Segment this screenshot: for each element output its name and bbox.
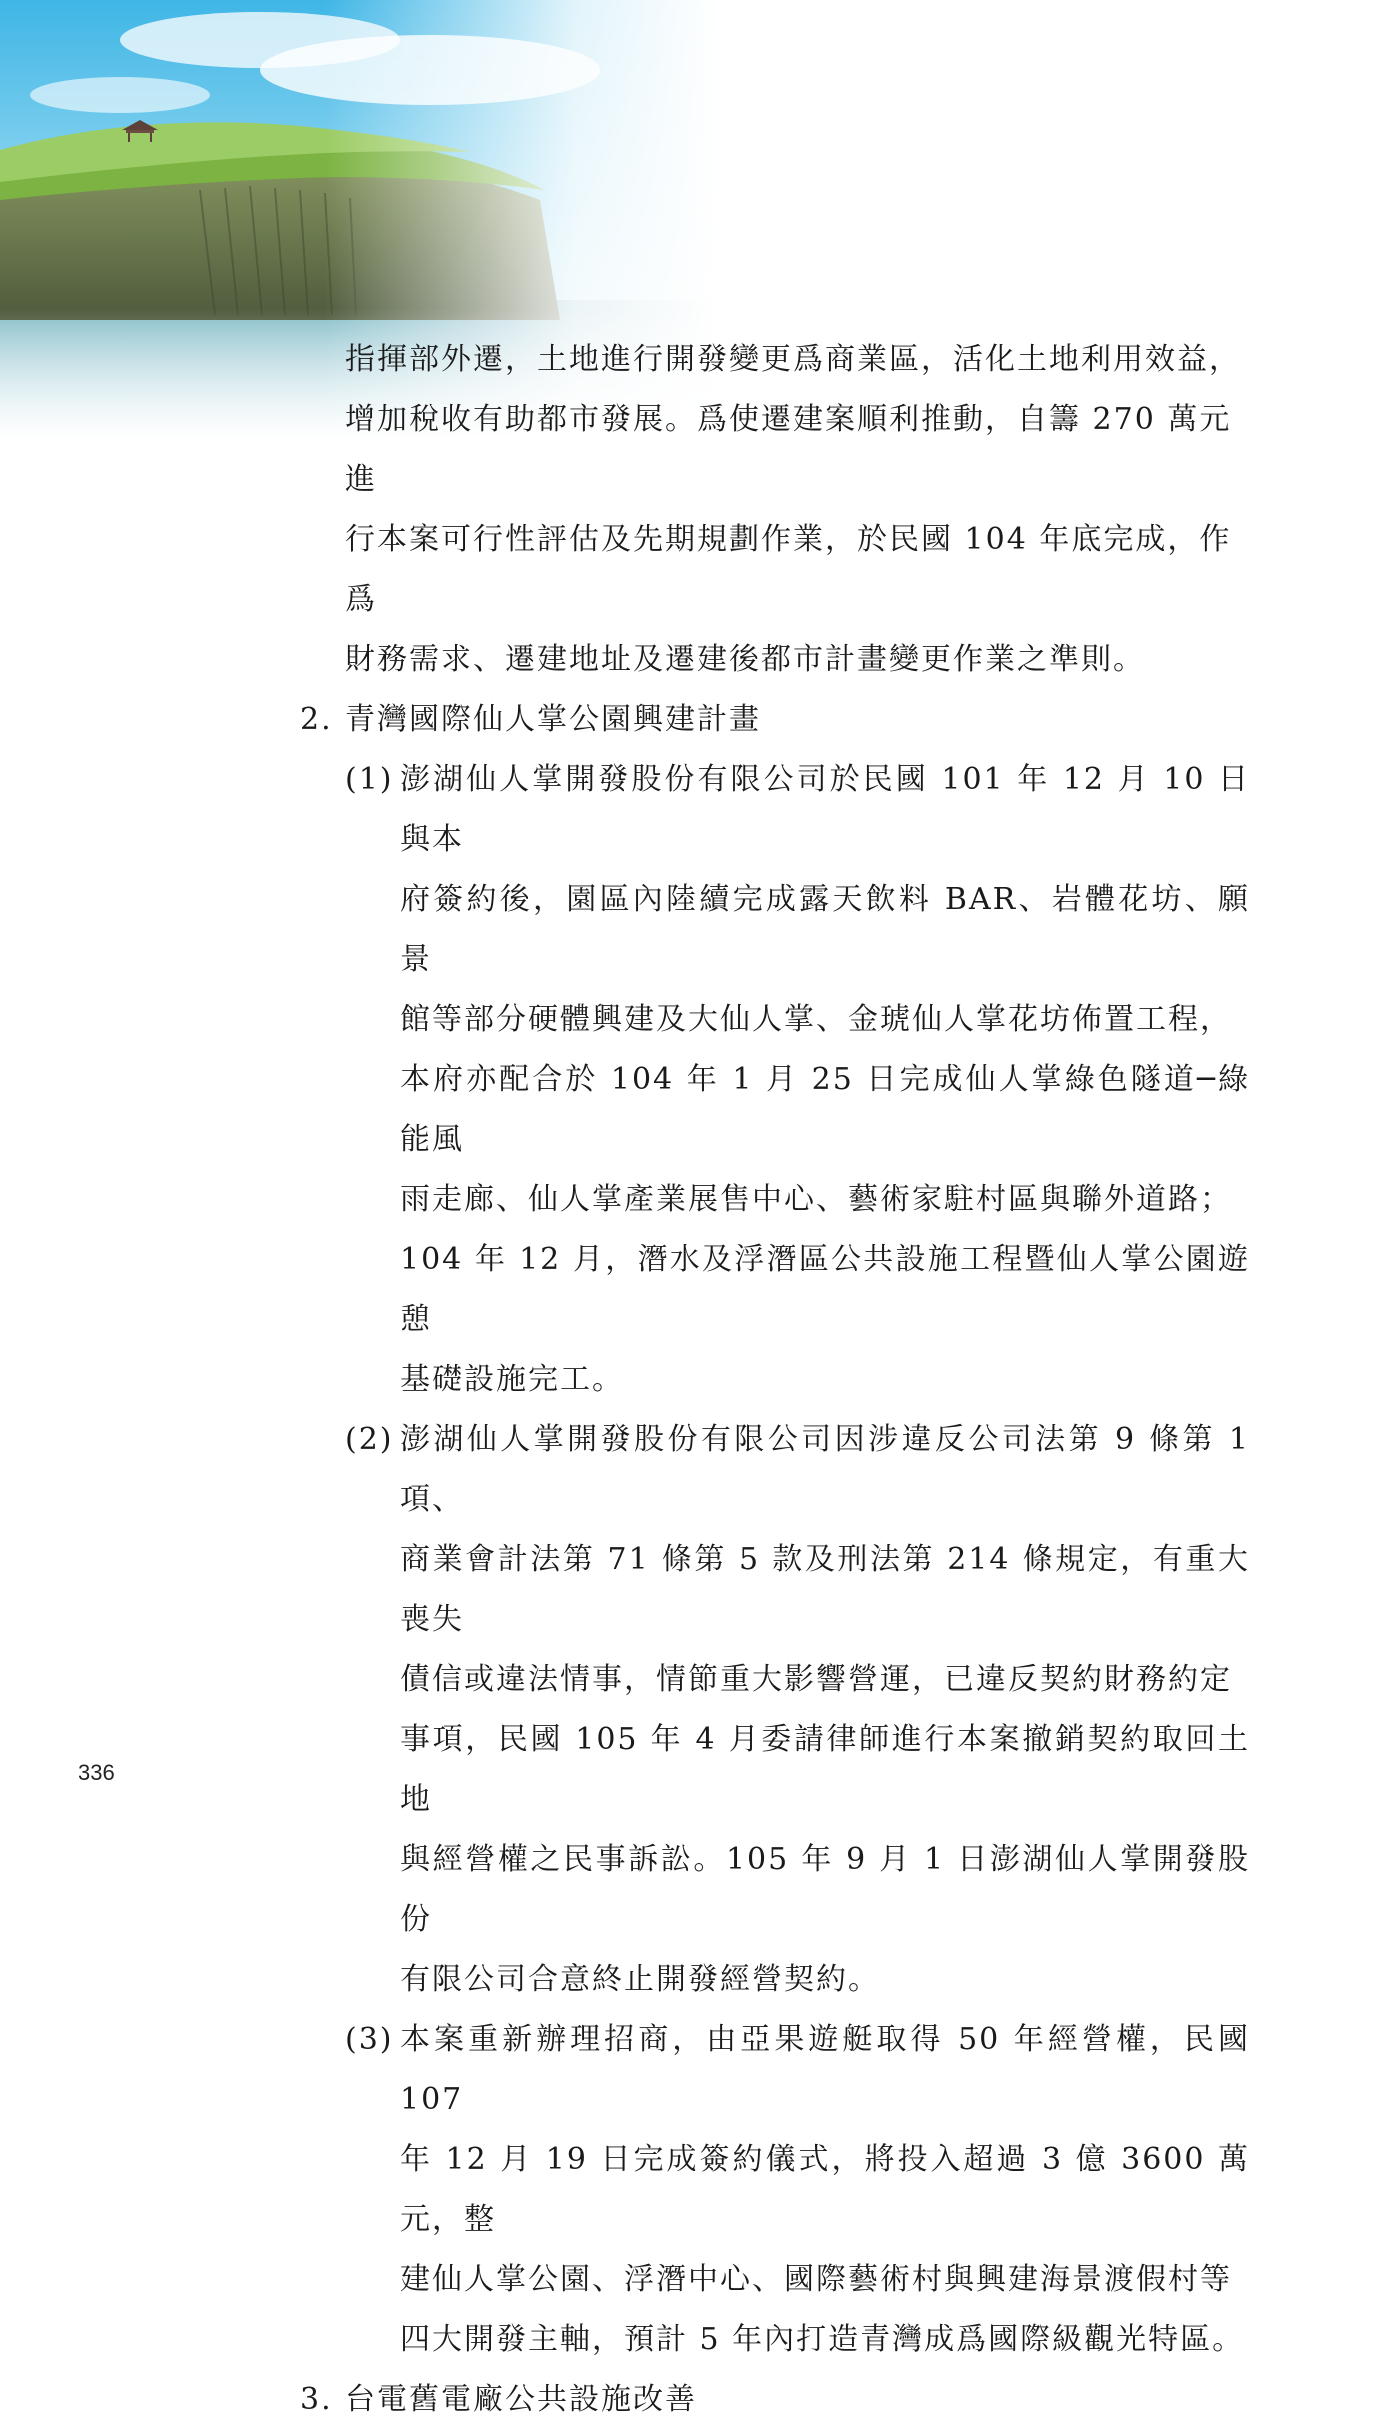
text-line: 104 年 12 月，潛水及浮潛區公共設施工程暨仙人掌公園遊憩: [400, 1242, 1250, 1337]
section-2-heading: [300, 690, 1250, 750]
section-number: 3.: [300, 2382, 333, 2417]
text-line: 增加稅收有助都市發展。爲使遷建案順利推動，自籌 270 萬元進: [345, 402, 1232, 497]
section-number: 2.: [300, 702, 333, 737]
section-title: 台電舊電廠公共設施改善: [345, 2382, 697, 2417]
item-number: (2): [345, 1422, 394, 1457]
text-line: 債信或違法情事，情節重大影響營運，已違反契約財務約定: [400, 1662, 1232, 1697]
text-line: 指揮部外遷，土地進行開發變更爲商業區，活化土地利用效益，: [345, 342, 1241, 377]
text-line: 館等部分硬體興建及大仙人掌、金琥仙人掌花坊佈置工程，: [400, 1002, 1232, 1037]
text-line: 雨走廊、仙人掌產業展售中心、藝術家駐村區與聯外道路；: [400, 1182, 1232, 1217]
text-line: 與經營權之民事訴訟。105 年 9 月 1 日澎湖仙人掌開發股份: [400, 1842, 1250, 1937]
intro-paragraph: [300, 330, 1250, 690]
text-line: 行本案可行性評估及先期規劃作業，於民國 104 年底完成，作爲: [345, 522, 1232, 617]
text-line: 府簽約後，園區內陸續完成露天飲料 BAR、岩體花坊、願景: [400, 882, 1250, 977]
list-item: [345, 750, 1250, 1410]
document-body: [300, 330, 1250, 2430]
item-number: (1): [345, 762, 394, 797]
text-line: 澎湖仙人掌開發股份有限公司因涉違反公司法第 9 條第 1 項、: [400, 1422, 1250, 1517]
text-line: 事項，民國 105 年 4 月委請律師進行本案撤銷契約取回土地: [400, 1722, 1250, 1817]
text-line: 本府亦配合於 104 年 1 月 25 日完成仙人掌綠色隧道─綠能風: [400, 1062, 1250, 1157]
section-3-heading: [300, 2370, 1250, 2430]
list-item: [345, 2010, 1250, 2370]
text-line: 商業會計法第 71 條第 5 款及刑法第 214 條規定，有重大喪失: [400, 1542, 1250, 1637]
text-line: 有限公司合意終止開發經營契約。: [400, 1962, 880, 1997]
text-line: 四大開發主軸，預計 5 年內打造青灣成爲國際級觀光特區。: [400, 2322, 1245, 2357]
text-line: 財務需求、遷建地址及遷建後都市計畫變更作業之準則。: [345, 642, 1145, 677]
text-line: 基礎設施完工。: [400, 1362, 624, 1397]
text-line: 建仙人掌公園、浮潛中心、國際藝術村與興建海景渡假村等: [400, 2262, 1232, 2297]
text-line: 年 12 月 19 日完成簽約儀式，將投入超過 3 億 3600 萬元，整: [400, 2142, 1250, 2237]
page-number: 336: [78, 1760, 115, 1785]
list-item: [345, 1410, 1250, 2010]
text-line: 本案重新辦理招商，由亞果遊艇取得 50 年經營權，民國 107: [400, 2022, 1250, 2117]
section-title: 青灣國際仙人掌公園興建計畫: [345, 702, 761, 737]
text-line: 澎湖仙人掌開發股份有限公司於民國 101 年 12 月 10 日與本: [400, 762, 1250, 857]
item-number: (3): [345, 2022, 394, 2057]
